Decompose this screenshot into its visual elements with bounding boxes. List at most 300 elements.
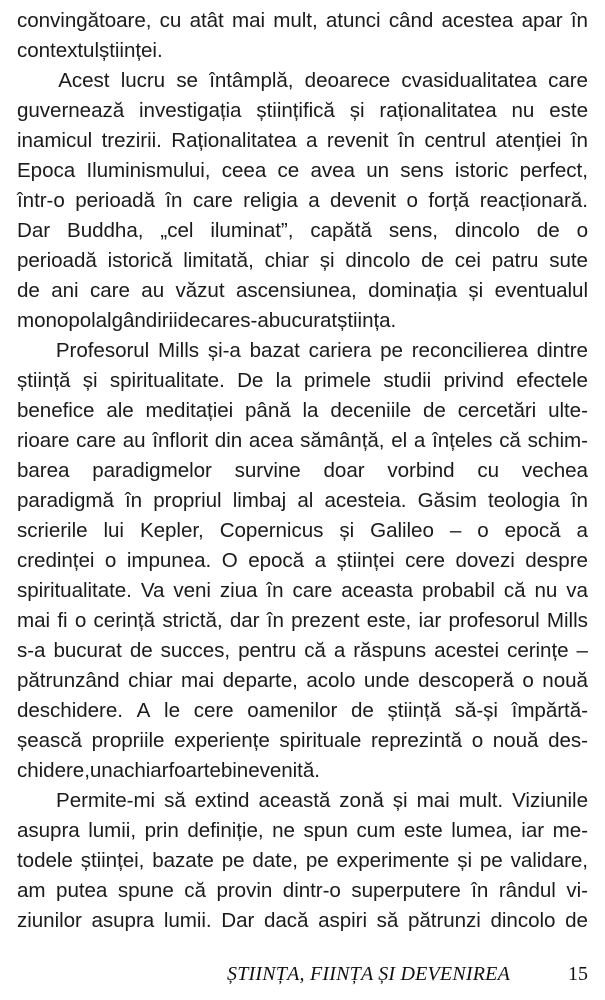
word: a [314, 549, 327, 572]
word: cerințe [507, 639, 569, 662]
word: prezent [291, 609, 360, 632]
word: în [125, 489, 143, 512]
word: perioadă [75, 189, 155, 212]
word: unde [363, 669, 410, 692]
word: nu [511, 99, 535, 122]
word: limbaj [232, 489, 287, 512]
word: spune [117, 879, 174, 902]
word: nouă [542, 669, 588, 692]
word: înțeles [432, 429, 493, 452]
text-line [17, 606, 588, 636]
word: despre [525, 549, 588, 572]
word: cu [477, 459, 500, 482]
word: mai [181, 669, 215, 692]
word: șească [17, 729, 82, 752]
word: o [406, 189, 418, 212]
word: – [449, 519, 462, 542]
text-line [17, 126, 588, 156]
word: o [576, 219, 588, 242]
word: lui [103, 519, 124, 542]
word: guvernează [17, 99, 125, 122]
word: inamicul [17, 129, 93, 152]
word: dintre [536, 339, 588, 362]
word: profesorul [448, 609, 540, 632]
word: în [165, 189, 183, 212]
word: științei. [98, 39, 163, 62]
word: dominația [368, 279, 457, 302]
word: spiritualitate. [109, 369, 225, 392]
word: efectele [516, 369, 588, 392]
text-line [17, 96, 588, 126]
word: bucurat [268, 309, 338, 332]
word: forță [428, 189, 470, 212]
word: mai [231, 9, 266, 32]
word: pentru [238, 639, 297, 662]
word: într-o [17, 189, 65, 212]
word: dovezi [455, 549, 515, 572]
word: știință [17, 369, 71, 392]
word: zonă [339, 789, 384, 812]
word: în [397, 129, 415, 152]
word: pe [221, 849, 245, 872]
word: dacă [263, 909, 309, 932]
word: me- [552, 819, 588, 842]
word: sens [400, 159, 444, 182]
word: – [576, 639, 588, 662]
word: o [104, 549, 117, 572]
word: de [421, 249, 444, 272]
word: de [351, 699, 374, 722]
word: în [570, 489, 588, 512]
word: că [503, 579, 526, 602]
text-line [17, 336, 588, 366]
word: acestea [441, 9, 514, 32]
word: și [339, 519, 355, 542]
word: mai [17, 609, 51, 632]
text-line [17, 426, 588, 456]
word: bazat [249, 339, 300, 362]
word: asupra [91, 909, 155, 932]
word: științei, [80, 849, 145, 872]
word: validare, [510, 849, 588, 872]
text-line [17, 576, 588, 606]
word: iluminat”, [210, 219, 294, 242]
word: investigația [139, 99, 242, 122]
word: care [548, 69, 588, 92]
word: monopol [17, 309, 96, 332]
word: nouă [492, 729, 539, 752]
word: care [90, 279, 130, 302]
word: experiențe [174, 729, 270, 752]
word: strictă, [162, 609, 223, 632]
word: și-a [207, 339, 241, 362]
text-line [17, 636, 588, 666]
word: o [522, 669, 534, 692]
text-line [17, 546, 588, 576]
word: atunci [325, 9, 381, 32]
word: provin [216, 879, 273, 902]
word: pătrunzând [17, 669, 120, 692]
word: lucru [120, 69, 166, 92]
word: nu [534, 579, 558, 602]
word: să [376, 909, 399, 932]
word: Găsim [417, 489, 477, 512]
word: la [302, 399, 319, 422]
word: departe, [222, 669, 298, 692]
text-line [17, 666, 588, 696]
word: pătrunzi [407, 909, 481, 932]
word: cvasidualitatea [401, 69, 537, 92]
word: care [76, 429, 116, 452]
word: deschidere. [17, 699, 123, 722]
word: o [477, 519, 489, 542]
word: fi [57, 609, 68, 632]
word: reconcilierea [411, 339, 528, 362]
word: el [391, 429, 408, 452]
word: barea [17, 459, 70, 482]
word: centrul [424, 129, 486, 152]
word: și [349, 99, 365, 122]
page-number: 15 [568, 963, 588, 985]
word: superputere [351, 879, 461, 902]
word: Va [140, 579, 165, 602]
word: că [184, 879, 206, 902]
word: eventualul [494, 279, 588, 302]
word: schim- [527, 429, 588, 452]
word: de [423, 399, 446, 422]
word: bucurat [53, 639, 122, 662]
word: spun [303, 819, 348, 842]
word: definiție, [187, 819, 264, 842]
word: a [413, 429, 426, 452]
word: A [136, 699, 151, 722]
word: științei [336, 549, 395, 572]
word: paradigmelor [92, 459, 212, 482]
word: istoric [454, 159, 509, 182]
word: spiritualitate. [17, 579, 132, 602]
word: chidere, [17, 759, 90, 782]
word: ziua [219, 579, 258, 602]
word: al [95, 309, 112, 332]
word: este [549, 99, 588, 122]
word: aspiri [318, 909, 367, 932]
word: a [576, 519, 588, 542]
word: Dar [221, 909, 255, 932]
word: cere [405, 549, 445, 572]
word: contextul [17, 39, 99, 62]
word: am [17, 879, 46, 902]
word: Acest [58, 69, 110, 92]
word: O [221, 549, 238, 572]
word: în [471, 879, 489, 902]
text-line [17, 516, 588, 546]
word: Viziunile [512, 789, 588, 812]
word: le [164, 699, 180, 722]
word: succes, [160, 639, 231, 662]
word: benefice [17, 399, 95, 422]
word: mult, [273, 9, 318, 32]
word: reprezintă [370, 729, 463, 752]
word: știință [387, 699, 441, 722]
word: este, [366, 609, 412, 632]
word: primele [303, 369, 372, 392]
word: atenției [495, 129, 562, 152]
word: vechea [521, 459, 588, 482]
word: religia [243, 189, 298, 212]
word: a [333, 639, 346, 662]
word: Iluminismului, [86, 159, 211, 182]
word: iar [418, 609, 442, 632]
word: dincolo [454, 219, 520, 242]
word: este [403, 819, 443, 842]
word: că [304, 639, 326, 662]
word: o [74, 609, 87, 632]
word: binevenită. [220, 759, 320, 782]
word: veni [173, 579, 211, 602]
word: revenit [326, 129, 389, 152]
word: De [237, 369, 264, 392]
word: va [566, 579, 588, 602]
word: descoperă [418, 669, 514, 692]
word: foarte [168, 759, 221, 782]
page-footer [17, 963, 588, 995]
word: Profesorul [55, 339, 150, 362]
word: Raționalitatea [171, 129, 297, 152]
word: prin [144, 819, 179, 842]
word: Buddha, [67, 219, 144, 242]
word: scrierile [17, 519, 88, 542]
word: bazate [152, 849, 214, 872]
word: apar [521, 9, 563, 32]
word: cum [356, 819, 396, 842]
word: până [245, 399, 291, 422]
word: pe [479, 849, 503, 872]
word: patru [491, 249, 539, 272]
word: când [388, 9, 434, 32]
word: chiar [128, 669, 173, 692]
text-line [17, 216, 588, 246]
word: survine [234, 459, 301, 482]
word: care [192, 189, 233, 212]
word: reacționară. [479, 189, 588, 212]
word: privind [443, 369, 504, 392]
word: acestei [434, 639, 500, 662]
paragraph [17, 336, 588, 786]
text-line [17, 156, 588, 186]
word: extind [194, 789, 250, 812]
word: chiar [264, 249, 309, 272]
word: rândul [498, 879, 556, 902]
word: știința. [337, 309, 397, 332]
word: doar [323, 459, 365, 482]
text-line [17, 186, 588, 216]
word: înflorit [152, 429, 209, 452]
word: ascensiunea, [235, 279, 357, 302]
word: perfect, [519, 159, 588, 182]
word: ani [51, 279, 79, 302]
running-title: ȘTIINȚA, FIINȚA ȘI DEVENIREA [227, 963, 510, 985]
word: raționalitatea [379, 99, 497, 122]
word: a [306, 129, 318, 152]
word: ce [277, 159, 300, 182]
word: devenit [330, 189, 397, 212]
word: sămânță, [300, 429, 385, 452]
text-line [17, 696, 588, 726]
word: să [164, 789, 186, 812]
word: sens, [388, 219, 438, 242]
word: „cel [160, 219, 194, 242]
word: dintr-o [282, 879, 341, 902]
word: deoarece [304, 69, 391, 92]
text-line [17, 456, 588, 486]
word: cercetări [457, 399, 537, 422]
word: teologia [487, 489, 560, 512]
word: s-a [17, 639, 46, 662]
word: vi- [566, 879, 588, 902]
word: și [468, 279, 484, 302]
word: Copernicus [219, 519, 324, 542]
word: una [89, 759, 125, 782]
word: răspuns [353, 639, 427, 662]
text-line [17, 6, 588, 36]
text-line [17, 366, 588, 396]
word: experimente [336, 849, 450, 872]
word: ne [272, 819, 295, 842]
word: în [570, 129, 588, 152]
word: în [266, 609, 284, 632]
word: au [141, 279, 165, 302]
word: propriul [153, 489, 222, 512]
word: și [457, 849, 472, 872]
text-line [17, 246, 588, 276]
word: ulte- [548, 399, 588, 422]
word: Mills [546, 609, 588, 632]
word: de [17, 279, 40, 302]
word: în [570, 9, 588, 32]
word: care [200, 309, 241, 332]
word: probabil [422, 579, 495, 602]
word: mai [416, 789, 450, 812]
text-line [17, 726, 588, 756]
word: pe [305, 849, 329, 872]
word: și [392, 789, 408, 812]
word: de [565, 909, 588, 932]
word: oamenilor [247, 699, 338, 722]
word: studii [383, 369, 432, 392]
text-line [17, 876, 588, 906]
word: au [122, 429, 146, 452]
text-line [17, 786, 588, 816]
word: asupra [17, 819, 80, 842]
word: atât [189, 9, 224, 32]
word: cei [454, 249, 481, 272]
word: acesteia. [324, 489, 407, 512]
word: acea [248, 429, 294, 452]
paragraph-indent [17, 336, 47, 366]
word: iar [521, 819, 545, 842]
word: spirituale [279, 729, 362, 752]
word: cerință [93, 609, 156, 632]
word: științifică [256, 99, 335, 122]
word: o [471, 729, 484, 752]
word: se [176, 69, 198, 92]
word: s-a [240, 309, 269, 332]
paragraph-indent [17, 66, 47, 96]
word: propriile [91, 729, 165, 752]
word: că [499, 429, 521, 452]
word: să-și [454, 699, 498, 722]
word: din [214, 429, 243, 452]
word: sute [549, 249, 588, 272]
word: în [266, 579, 284, 602]
word: convingătoare, [17, 9, 152, 32]
word: perioadă [17, 249, 97, 272]
word: impunea. [126, 549, 212, 572]
word: a [308, 189, 320, 212]
word: rioare [17, 429, 70, 452]
paragraph-indent [17, 786, 47, 816]
word: Epoca [17, 159, 76, 182]
word: dincolo [345, 249, 411, 272]
word: lumii, [88, 819, 137, 842]
word: dincolo [490, 909, 556, 932]
word: deceniile [330, 399, 412, 422]
word: meditației [145, 399, 234, 422]
body-text-column [17, 6, 588, 936]
word: Dar [17, 219, 51, 242]
word: capătă [310, 219, 372, 242]
text-line [17, 276, 588, 306]
text-line [17, 36, 588, 66]
word: trezirii. [101, 129, 162, 152]
word: paradigmă [17, 489, 114, 512]
word: văzut [175, 279, 225, 302]
word: ale [106, 399, 134, 422]
paragraph [17, 6, 588, 66]
word: care [292, 579, 333, 602]
word: avea [310, 159, 355, 182]
word: chiar [124, 759, 169, 782]
text-line [17, 486, 588, 516]
word: cariera [308, 339, 372, 362]
word: acolo [306, 669, 356, 692]
word: ziunilor [17, 909, 82, 932]
text-line [17, 816, 588, 846]
paragraph [17, 786, 588, 936]
text-line [17, 396, 588, 426]
word: de [177, 309, 201, 332]
text-line [17, 66, 588, 96]
word: și [319, 249, 335, 272]
word: cu [159, 9, 182, 32]
text-line [17, 846, 588, 876]
word: un [366, 159, 390, 182]
word: și [82, 369, 98, 392]
word: epocă [248, 549, 305, 572]
word: lumea, [451, 819, 513, 842]
word: de [129, 639, 153, 662]
word: dar [229, 609, 260, 632]
word: pe [380, 339, 403, 362]
text-line [17, 756, 588, 786]
paragraph [17, 66, 588, 336]
word: la [275, 369, 292, 392]
word: cere [193, 699, 234, 722]
word: de [536, 219, 560, 242]
word: des- [548, 729, 588, 752]
word: todele [17, 849, 73, 872]
word: lumii. [163, 909, 212, 932]
